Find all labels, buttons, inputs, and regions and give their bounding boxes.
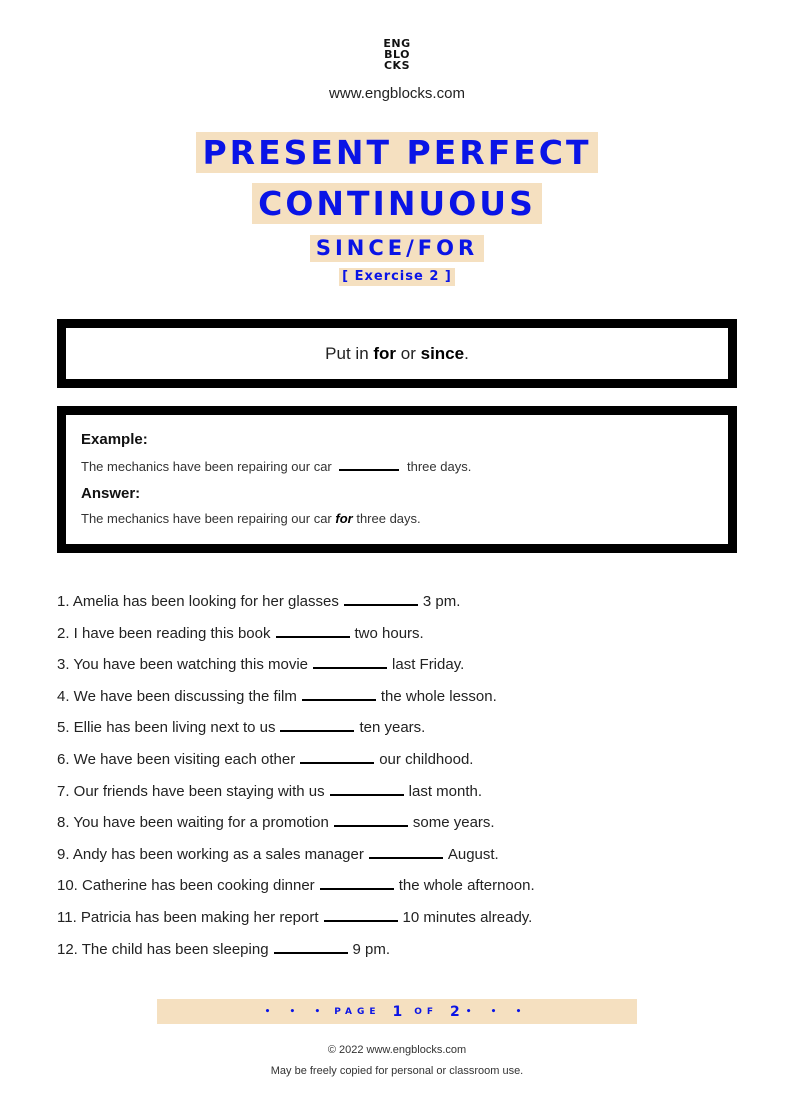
site-url[interactable]: www.engblocks.com (329, 85, 465, 102)
answer-blank[interactable] (280, 716, 354, 732)
pagination-bar (157, 999, 637, 1024)
question-item (57, 590, 747, 622)
example-sentence (81, 457, 713, 475)
answer-blank[interactable] (330, 780, 404, 796)
total-pages: 2 (450, 1003, 460, 1020)
current-page: 1 (392, 1003, 403, 1020)
subtitle-wrap (0, 235, 794, 262)
question-rest: the whole afternoon. (398, 877, 535, 895)
question-rest: last month. (408, 782, 483, 800)
answer-blank[interactable] (274, 938, 348, 954)
instruction-word-since: since (420, 343, 465, 363)
question-rest: last Friday. (392, 656, 465, 674)
question-rest: two hours. (354, 624, 424, 642)
question-rest: ten years. (359, 719, 426, 737)
question-rest: some years. (412, 814, 495, 832)
answer-blank[interactable] (300, 748, 374, 764)
example-before: The mechanics have been repairing our car (81, 459, 336, 474)
question-item (57, 843, 747, 875)
question-rest: the whole lesson. (380, 687, 497, 705)
exercise-label: [ Exercise 2 ] (339, 268, 455, 286)
answer-after: three days. (352, 511, 421, 526)
usage-note: May be freely copied for personal or classroom use. (270, 1065, 524, 1077)
question-item (57, 780, 747, 812)
instruction-suffix: . (464, 343, 469, 363)
question-rest: 9 pm. (352, 940, 391, 958)
logo-line-2: BLO (384, 48, 410, 61)
page-label: PAGE (334, 1006, 381, 1017)
example-after: three days. (403, 459, 472, 474)
question-item (57, 938, 747, 970)
instruction-box (57, 319, 737, 388)
answer-before: The mechanics have been repairing our car (81, 511, 336, 526)
question-rest: 3 pm. (422, 593, 461, 610)
question-text: 3. You have been watching this movie (57, 656, 309, 674)
subtitle: SINCE/FOR (310, 235, 484, 262)
answer-blank[interactable] (369, 843, 443, 859)
title-line-2-wrap (0, 183, 794, 224)
question-list (57, 590, 747, 969)
question-text: 10. Catherine has been cooking dinner (57, 877, 315, 895)
question-item (57, 716, 747, 748)
question-text: 7. Our friends have been staying with us (57, 782, 325, 800)
of-label: OF (414, 1006, 439, 1017)
question-item (57, 906, 747, 938)
question-text: 12. The child has been sleeping (57, 940, 269, 958)
question-item (57, 685, 747, 717)
pagination-dots-right: • • • (465, 1006, 530, 1017)
title-line-1-wrap (0, 132, 794, 173)
answer-blank[interactable] (320, 874, 394, 890)
question-item (57, 874, 747, 906)
question-item (57, 748, 747, 780)
answer-sentence (81, 511, 713, 527)
answer-blank[interactable] (302, 685, 376, 701)
example-blank (339, 457, 399, 471)
engblocks-logo (0, 38, 794, 71)
answer-blank[interactable] (313, 653, 387, 669)
answer-blank[interactable] (344, 590, 418, 606)
instruction-word-for: for (373, 343, 397, 363)
pagination-dots-left: • • • (264, 1006, 329, 1017)
question-text: 1. Amelia has been looking for her glasses (57, 593, 339, 610)
question-item (57, 622, 747, 654)
title-line-1: PRESENT PERFECT (196, 132, 597, 173)
title-line-2: CONTINUOUS (252, 183, 542, 224)
answer-blank[interactable] (334, 811, 408, 827)
question-item (57, 653, 747, 685)
question-rest: our childhood. (379, 750, 474, 768)
logo-line-3: CKS (383, 59, 411, 72)
answer-heading: Answer: (81, 485, 141, 502)
example-heading: Example: (81, 431, 148, 448)
question-text: 11. Patricia has been making her report (57, 908, 319, 926)
example-box (57, 406, 737, 553)
question-rest: 10 minutes already. (402, 908, 533, 926)
question-text: 8. You have been waiting for a promotion (57, 814, 329, 832)
answer-blank[interactable] (324, 906, 398, 922)
copyright: © 2022 www.engblocks.com (327, 1044, 467, 1056)
answer-word: for (335, 511, 353, 526)
exercise-label-wrap (0, 267, 794, 286)
question-text: 2. I have been reading this book (57, 624, 271, 642)
logo-line-1: ENG (383, 37, 411, 50)
question-rest: August. (447, 845, 499, 863)
instruction-middle: or (396, 343, 421, 363)
question-text: 9. Andy has been working as a sales manager (57, 845, 364, 863)
instruction-text (325, 344, 469, 364)
instruction-prefix: Put in (325, 343, 374, 363)
question-text: 6. We have been visiting each other (57, 750, 296, 768)
question-text: 4. We have been discussing the film (57, 687, 297, 705)
question-text: 5. Ellie has been living next to us (57, 719, 276, 737)
answer-blank[interactable] (276, 622, 350, 638)
question-item (57, 811, 747, 843)
